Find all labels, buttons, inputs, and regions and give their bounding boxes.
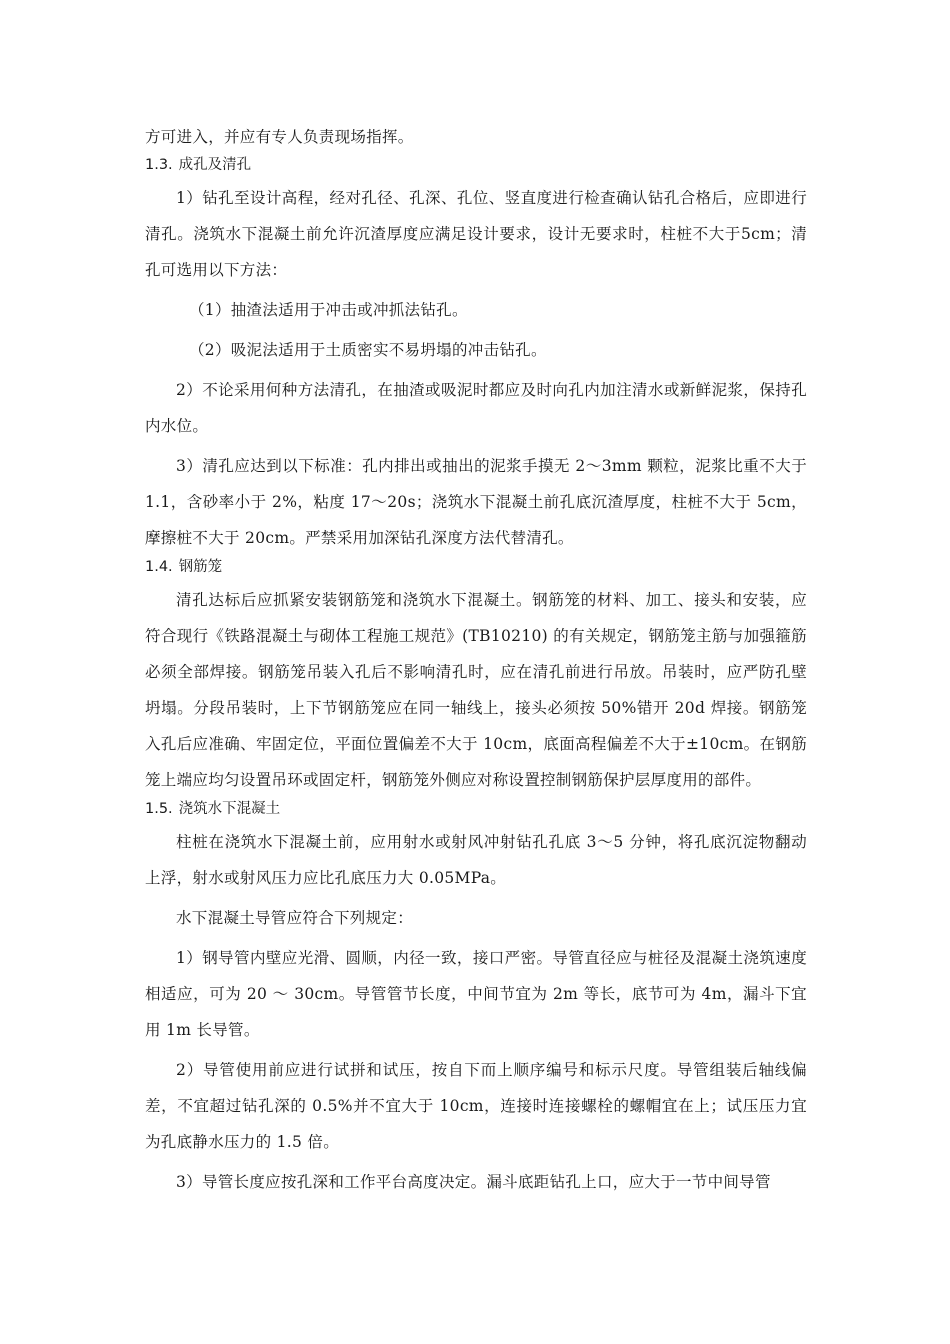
section-number: 1.4.	[145, 559, 173, 575]
section-heading-1-5	[145, 795, 807, 824]
document-page	[145, 119, 807, 1200]
paragraph-method-2: （2）吸泥法适用于土质密实不易坍塌的冲击钻孔。	[189, 341, 547, 359]
paragraph-continuation: 方可进入，并应有专人负责现场指挥。	[145, 128, 414, 146]
section-title: 钢筋笼	[178, 559, 223, 575]
paragraph-tremie-2: 2）导管使用前应进行试拼和试压，按自下而上顺序编号和标示尺度。导管组装后轴线偏差，不宜超过钻孔深的 0.5%并不宜大于 10cm，连接时连接螺栓的螺帽宜在上；试压压力宜为孔底静水压力的 1.5 倍。	[145, 1061, 807, 1151]
paragraph-tremie-3: 3）导管长度应按孔深和工作平台高度决定。漏斗底距钻孔上口，应大于一节中间导管	[176, 1173, 771, 1191]
paragraph-water-level: 2）不论采用何种方法清孔，在抽渣或吸泥时都应及时向孔内加注清水或新鲜泥浆，保持孔内水位。	[145, 381, 807, 435]
paragraph-rebar-cage: 清孔达标后应抓紧安装钢筋笼和浇筑水下混凝土。钢筋笼的材料、加工、接头和安装，应符合现行《铁路混凝土与砌体工程施工规范》(TB10210) 的有关规定，钢筋笼主筋与加强箍筋必须全部焊接。钢筋笼吊装入孔后不影响清孔时，应在清孔前进行吊放。吊装时，应严防孔壁坍塌。分段吊装时，上下节钢筋笼应在同一轴线上，接头必须按 50%错开 20d 焊接。钢筋笼入孔后应准确、牢固定位，平面位置偏差不大于 10cm，底面高程偏差不大于±10cm。在钢筋笼上端应均匀设置吊环或固定杆，钢筋笼外侧应对称设置控制钢筋保护层厚度用的部件。	[145, 591, 807, 789]
section-heading-1-3	[145, 151, 807, 180]
section-heading-1-4	[145, 553, 807, 582]
paragraph-method-1: （1）抽渣法适用于冲击或冲抓法钻孔。	[189, 301, 468, 319]
paragraph-jetting: 柱桩在浇筑水下混凝土前，应用射水或射风冲射钻孔孔底 3～5 分钟，将孔底沉淀物翻动上浮，射水或射风压力应比孔底压力大 0.05MPa。	[145, 833, 807, 887]
section-title: 浇筑水下混凝土	[178, 801, 281, 817]
section-number: 1.3.	[145, 157, 173, 173]
section-title: 成孔及清孔	[178, 157, 252, 173]
paragraph-cleaning-standard: 3）清孔应达到以下标准：孔内排出或抽出的泥浆手摸无 2～3mm 颗粒，泥浆比重不大于 1.1，含砂率小于 2%，粘度 17～20s；浇筑水下混凝土前孔底沉渣厚度，柱桩不大于 5cm，摩擦桩不大于 20cm。严禁采用加深钻孔深度方法代替清孔。	[145, 457, 807, 547]
paragraph-tremie-rules: 水下混凝土导管应符合下列规定：	[176, 909, 414, 927]
paragraph-drill-to-elevation: 1）钻孔至设计高程，经对孔径、孔深、孔位、竖直度进行检查确认钻孔合格后，应即进行清孔。浇筑水下混凝土前允许沉渣厚度应满足设计要求，设计无要求时，柱桩不大于5cm；清孔可选用以下方法：	[145, 189, 807, 279]
paragraph-tremie-1: 1）钢导管内壁应光滑、圆顺，内径一致，接口严密。导管直径应与桩径及混凝土浇筑速度相适应，可为 20 ～ 30cm。导管管节长度，中间节宜为 2m 等长，底节可为 4m，漏斗下宜用 1m 长导管。	[145, 949, 807, 1039]
section-number: 1.5.	[145, 801, 173, 817]
